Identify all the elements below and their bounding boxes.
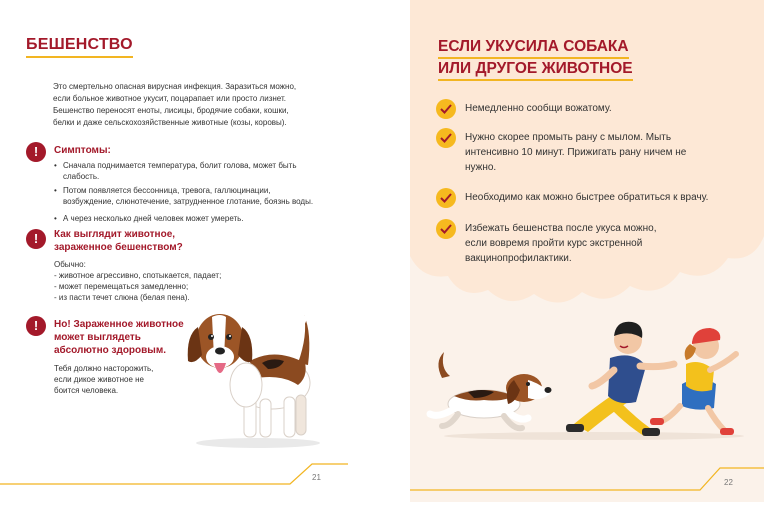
title-line: ЕСЛИ УКУСИЛА СОБАКА (438, 37, 629, 59)
page-title-bite (438, 37, 633, 81)
footer-decor-line (410, 462, 764, 492)
how-looks-heading: Как выглядит животное, зараженное бешенством? (54, 229, 183, 253)
warning-icon: ! (26, 142, 46, 162)
symptoms-list (54, 160, 319, 227)
how-looks-line: - может перемещаться замедленно; (54, 282, 189, 291)
list-item: • Сначала поднимается температура, болит голова, может быть слабость. (54, 160, 319, 182)
checkmark-icon (436, 99, 456, 119)
step-text: Нужно скорее промыть рану с мылом. Мыть интенсивно 10 минут. Прижигать рану ничем не нужно. (465, 132, 687, 173)
checkmark-icon (436, 128, 456, 148)
page-number: 22 (724, 478, 733, 487)
page-title-rabies: БЕШЕНСТВО (26, 36, 133, 58)
list-item: • А через несколько дней человек может умереть. (54, 213, 319, 224)
how-looks-line: Обычно: (54, 260, 86, 269)
checkmark-icon (436, 219, 456, 239)
alarm-body: Тебя должно насторожить, если дикое животное не боится человека. (54, 364, 154, 395)
how-looks-body (54, 259, 254, 303)
right-page (410, 0, 764, 502)
symptoms-heading: Симптомы: (54, 145, 111, 156)
page-number: 21 (312, 473, 321, 482)
title-line: ИЛИ ДРУГОЕ ЖИВОТНОЕ (438, 59, 633, 81)
list-item: • Потом появляется бессонница, тревога, галлюцинации, возбуждение, слюнотечение, затрудненное глотание, боязнь воды. (54, 185, 319, 207)
checkmark-icon (436, 188, 456, 208)
how-looks-line: - животное агрессивно, спотыкается, падает; (54, 271, 222, 280)
warning-icon: ! (26, 316, 46, 336)
step-text: Избежать бешенства после укуса можно, если вовремя пройти курс экстренной вакцинопрофилактики. (465, 223, 657, 264)
intro-paragraph: Это смертельно опасная вирусная инфекция. Заразиться можно, если больное животное укусит, поцарапает или просто лизнет. Бешенство переносят еноты, лисицы, бродячие собаки, кошки, белки и даже сельскохозяйственные животные (козы, коровы). (53, 82, 297, 127)
left-page (0, 0, 348, 500)
dog-chasing-kids-illustration (424, 314, 754, 444)
warning-icon: ! (26, 229, 46, 249)
how-looks-line: - из пасти течет слюна (белая пена). (54, 293, 190, 302)
step-text: Немедленно сообщи вожатому. (465, 103, 612, 114)
step-text: Необходимо как можно быстрее обратиться к врачу. (465, 192, 709, 203)
alarm-heading: Но! Зараженное животное может выглядеть абсолютно здоровым. (54, 319, 184, 356)
footer-decor-line (0, 462, 348, 492)
beagle-illustration (180, 305, 330, 450)
